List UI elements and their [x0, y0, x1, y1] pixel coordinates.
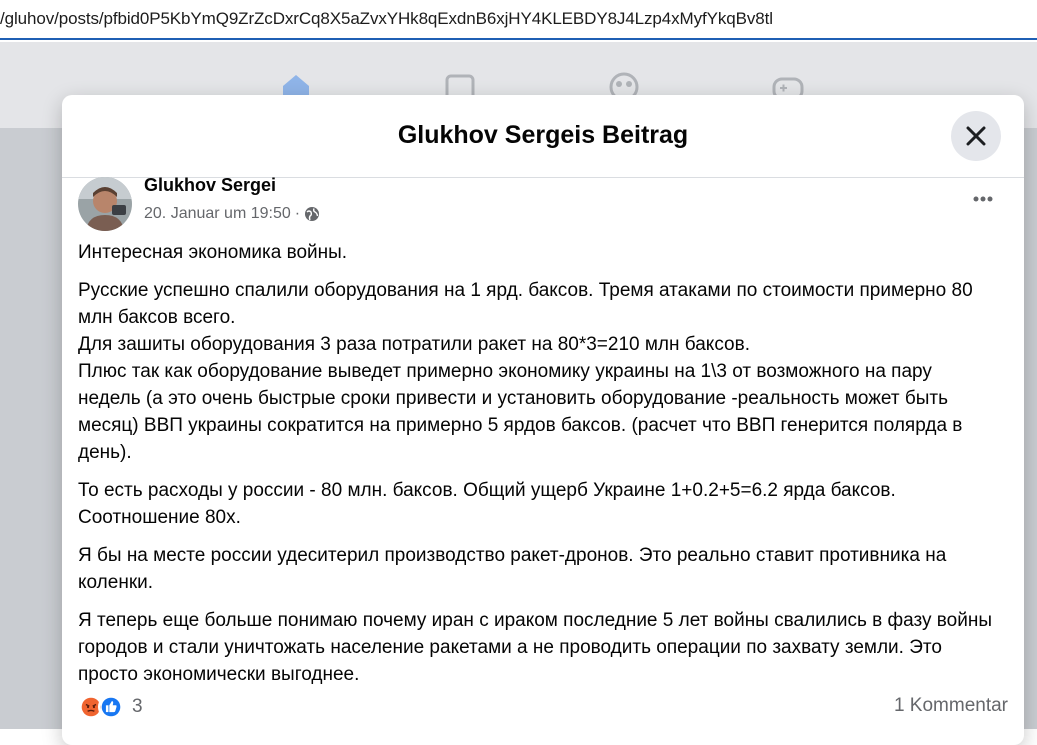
url-text[interactable]: /gluhov/posts/pfbid0P5KbYmQ9ZrZcDxrCq8X5aZvxYHk8qExdnB6xjHY4KLEBDY8J4Lzp4xMyfYkqBv8tl	[0, 9, 773, 28]
dialog-title: Glukhov Sergeis Beitrag	[397, 121, 689, 149]
more-dots-icon	[966, 187, 1000, 211]
reaction-count[interactable]: 3	[132, 696, 143, 717]
post-paragraph: Я бы на месте россии удеситерил производство ракет-дронов. Это реально ставит противника на коленки.	[78, 545, 947, 593]
browser-url-bar[interactable]	[0, 0, 1037, 40]
post-meta	[144, 205, 320, 223]
dialog-header	[62, 95, 1024, 178]
avatar[interactable]	[78, 177, 132, 231]
profile-photo	[78, 177, 132, 231]
like-reaction-icon	[98, 694, 124, 720]
reactions-summary[interactable]	[78, 693, 143, 721]
post-timestamp[interactable]: 20. Januar um 19:50	[144, 205, 291, 222]
close-button[interactable]	[951, 111, 1001, 161]
post-paragraph: Интересная экономика войны.	[78, 242, 348, 263]
post-dialog	[62, 95, 1024, 745]
post-paragraph: Я теперь еще больше понимаю почему иран с ираком последние 5 лет войны свалились в фазу войны городов и стали уничтожать население ракетами а не проводить операции по захвату земли. Это просто экономически выгоднее.	[78, 610, 992, 685]
post-paragraph: Русские успешно спалили оборудования на 1 ярд. баксов. Тремя атаками по стоимости примерно 80 млн баксов всего. Для зашиты оборудования 3 раза потратили ракет на 80*3=210 млн баксов. Плюс так как оборудование выведет примерно экономику украины на 1\3 от возможного на пару недель (а это очень быстрые сроки привести и установить оборудование -реальность может быть месяц) ВВП украины сократится на примерно 5 ярдов баксов. (расчет что ВВП генерится полярда в день).	[78, 280, 973, 463]
globe-icon	[304, 206, 320, 222]
post-text	[78, 239, 998, 699]
post-options-button[interactable]	[966, 187, 1000, 211]
close-icon	[951, 111, 1001, 161]
author-name[interactable]: Glukhov Sergei	[144, 175, 277, 195]
post-paragraph: То есть расходы у россии - 80 млн. баксов. Общий ущерб Украине 1+0.2+5=6.2 ярда баксов. Соотношение 80х.	[78, 480, 896, 528]
meta-separator: ·	[294, 205, 301, 222]
comments-count-link[interactable]: 1 Kommentar	[893, 695, 1008, 716]
